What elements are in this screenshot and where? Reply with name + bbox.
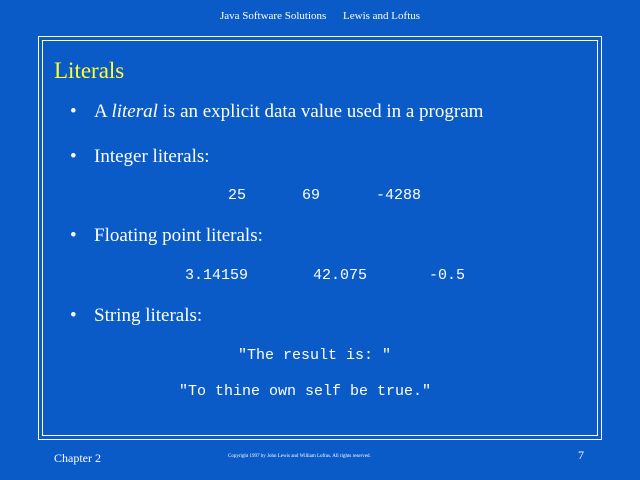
slide-title: Literals [54, 58, 125, 83]
bullet-text: is an explicit data value used in a program [157, 101, 484, 122]
string-example-1: "The result is: " [238, 347, 392, 364]
bullet-dot: • [70, 305, 77, 326]
bullet-literal-definition [70, 101, 483, 123]
slide-header [0, 10, 640, 22]
bullet-dot: • [70, 225, 77, 246]
bullet-text: String literals: [94, 305, 203, 326]
footer-chapter: Chapter 2 [54, 451, 101, 465]
bullet-float-literals [70, 225, 263, 247]
header-authors: Lewis and Loftus [343, 10, 421, 22]
integer-example-3: -4288 [376, 187, 422, 204]
bullet-text: Integer literals: [94, 146, 210, 167]
float-example-2: 42.075 [313, 267, 368, 284]
footer-copyright: Copyright 1997 by John Lewis and William Loftus. All rights reserved. [228, 454, 371, 459]
string-example-2: "To thine own self be true." [179, 383, 432, 400]
bullet-integer-literals [70, 146, 210, 168]
bullet-emphasis: literal [111, 101, 158, 122]
header-book-title: Java Software Solutions [219, 10, 327, 22]
bullet-dot: • [70, 101, 77, 122]
integer-example-1: 25 [228, 187, 247, 204]
page-number: 7 [578, 448, 584, 462]
float-example-1: 3.14159 [185, 267, 249, 284]
integer-example-2: 69 [302, 187, 321, 204]
float-example-3: -0.5 [429, 267, 466, 284]
bullet-dot: • [70, 146, 77, 167]
bullet-string-literals [70, 305, 202, 327]
bullet-text: Floating point literals: [94, 225, 263, 246]
bullet-text: A [94, 101, 112, 122]
